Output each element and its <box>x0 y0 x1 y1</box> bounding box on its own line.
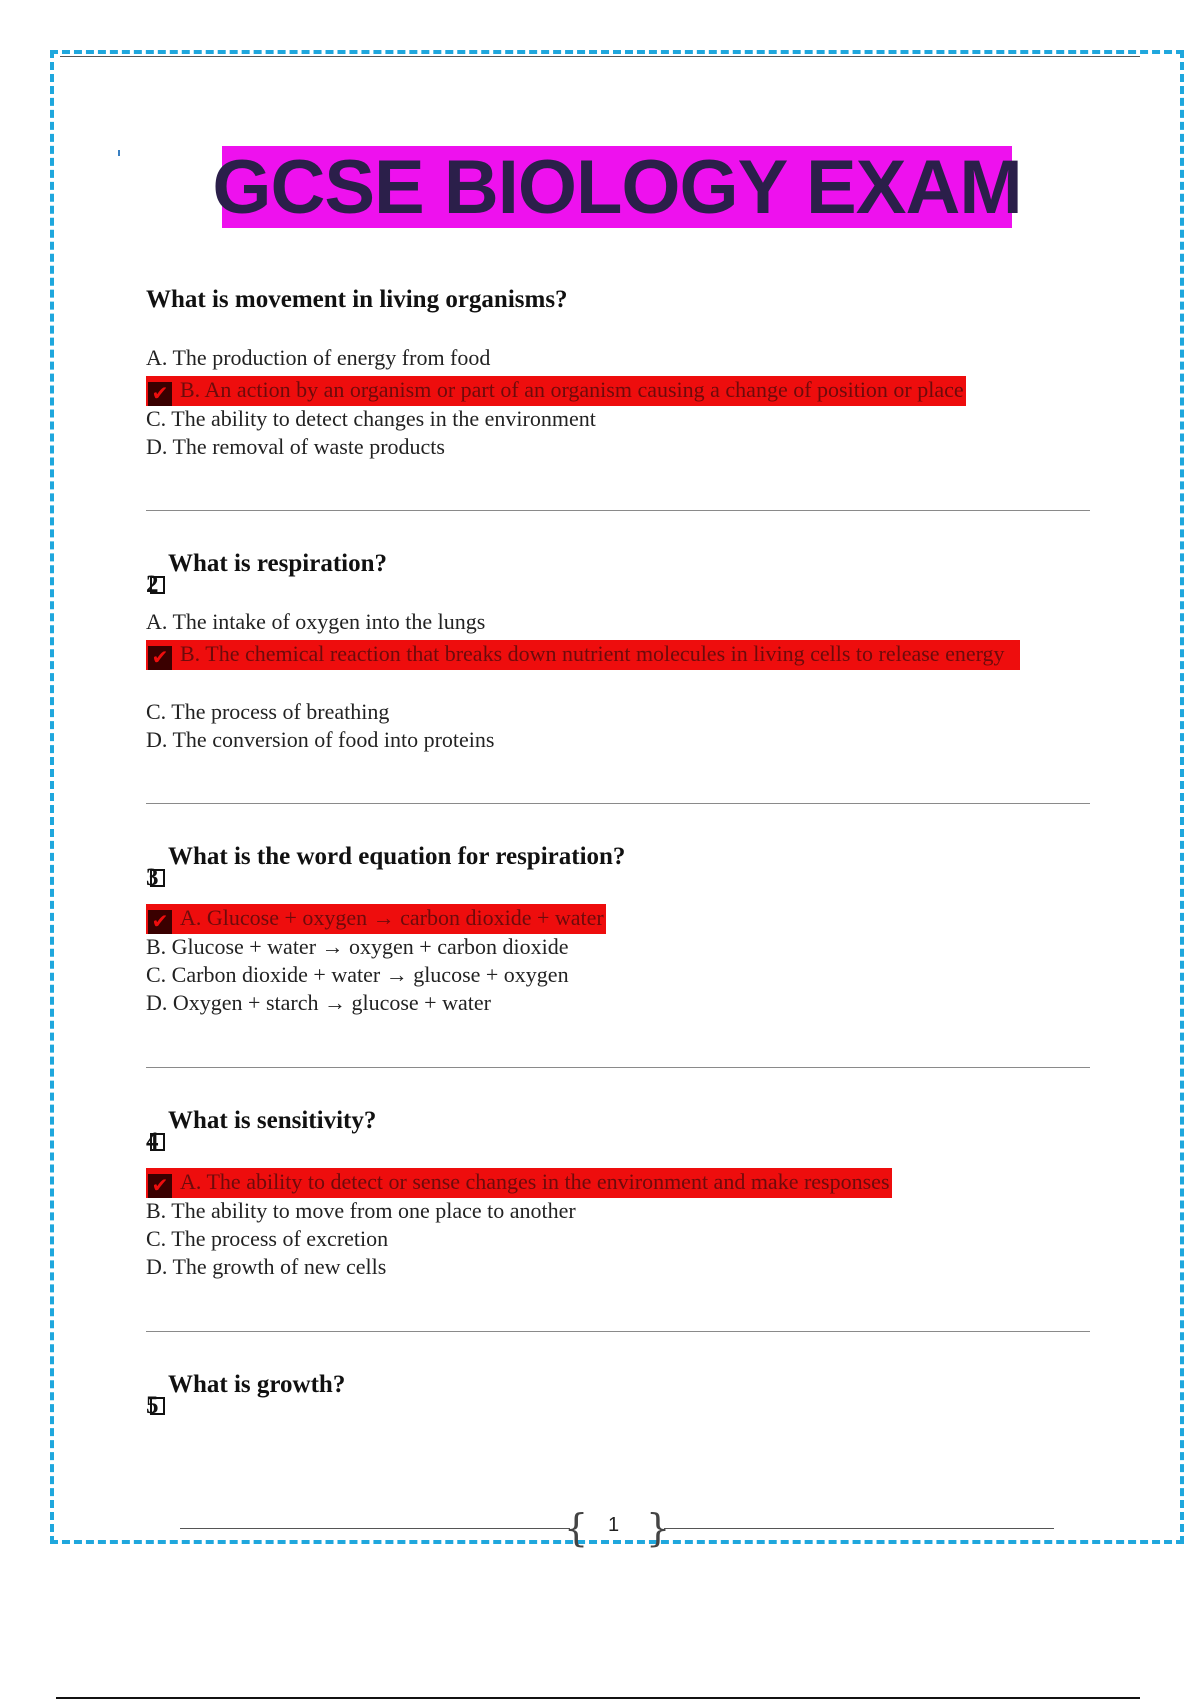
page-number: 1 <box>608 1514 620 1536</box>
footer-bracket-right: } <box>646 1506 671 1550</box>
question-4-correct-answer <box>146 1168 892 1198</box>
question-divider <box>146 803 1090 804</box>
question-1-option-d: D. The removal of waste products <box>146 434 445 459</box>
question-2: 2 What is respiration? <box>146 550 387 598</box>
question-3: 3 What is the word equation for respiration? <box>146 843 626 891</box>
footer-rule-left <box>180 1528 570 1529</box>
question-2-correct-answer <box>146 640 1020 670</box>
question-1-correct-answer <box>146 376 966 406</box>
header-rule <box>60 56 1140 57</box>
footer-bracket-left: { <box>564 1506 589 1550</box>
footer-rule-right <box>664 1528 1054 1529</box>
question-2-option-c: C. The process of breathing <box>146 699 390 724</box>
checkmark-icon: ✔ <box>148 646 172 670</box>
question-divider <box>146 510 1090 511</box>
checkmark-icon: ✔ <box>148 1174 172 1198</box>
question-4: 4 What is sensitivity? <box>146 1107 377 1155</box>
question-4-text: What is sensitivity? <box>168 1107 377 1134</box>
question-1 <box>146 286 568 314</box>
checkmark-icon: ✔ <box>148 910 172 934</box>
answer-text: B. The chemical reaction that breaks down nutrient molecules in living cells to release energy <box>180 641 1005 666</box>
question-divider <box>146 1067 1090 1068</box>
question-4-option-b: B. The ability to move from one place to another <box>146 1198 576 1223</box>
question-3-option-c: C. Carbon dioxide + water → glucose + oxygen <box>146 962 569 987</box>
answer-text: A. The ability to detect or sense changes in the environment and make responses <box>180 1169 890 1194</box>
question-1-option-c: C. The ability to detect changes in the environment <box>146 406 596 431</box>
question-2-option-d: D. The conversion of food into proteins <box>146 727 495 752</box>
title-banner <box>212 144 1022 230</box>
question-5: 5 What is growth? <box>146 1371 346 1419</box>
question-1-option-a: A. The production of energy from food <box>146 345 491 370</box>
question-2-text: What is respiration? <box>168 550 387 577</box>
question-divider <box>146 1331 1090 1332</box>
question-5-text: What is growth? <box>168 1371 346 1398</box>
question-3-text: What is the word equation for respiration? <box>168 843 626 870</box>
question-3-option-b: B. Glucose + water → oxygen + carbon dioxide <box>146 934 569 959</box>
question-3-option-d: D. Oxygen + starch → glucose + water <box>146 990 491 1015</box>
question-1-text: What is movement in living organisms? <box>146 286 568 313</box>
stray-mark <box>118 150 120 156</box>
question-2-option-a: A. The intake of oxygen into the lungs <box>146 609 486 634</box>
page-border <box>50 50 1184 1544</box>
question-3-correct-answer <box>146 904 606 934</box>
page-bottom-rule <box>56 1697 1140 1699</box>
page-title: GCSE BIOLOGY EXAM <box>212 144 1022 230</box>
question-4-option-d: D. The growth of new cells <box>146 1254 387 1279</box>
question-4-option-c: C. The process of excretion <box>146 1226 389 1251</box>
checkmark-icon: ✔ <box>148 382 172 406</box>
answer-text: A. Glucose + oxygen → carbon dioxide + water <box>180 905 604 930</box>
answer-text: B. An action by an organism or part of an organism causing a change of position or place <box>180 377 964 402</box>
